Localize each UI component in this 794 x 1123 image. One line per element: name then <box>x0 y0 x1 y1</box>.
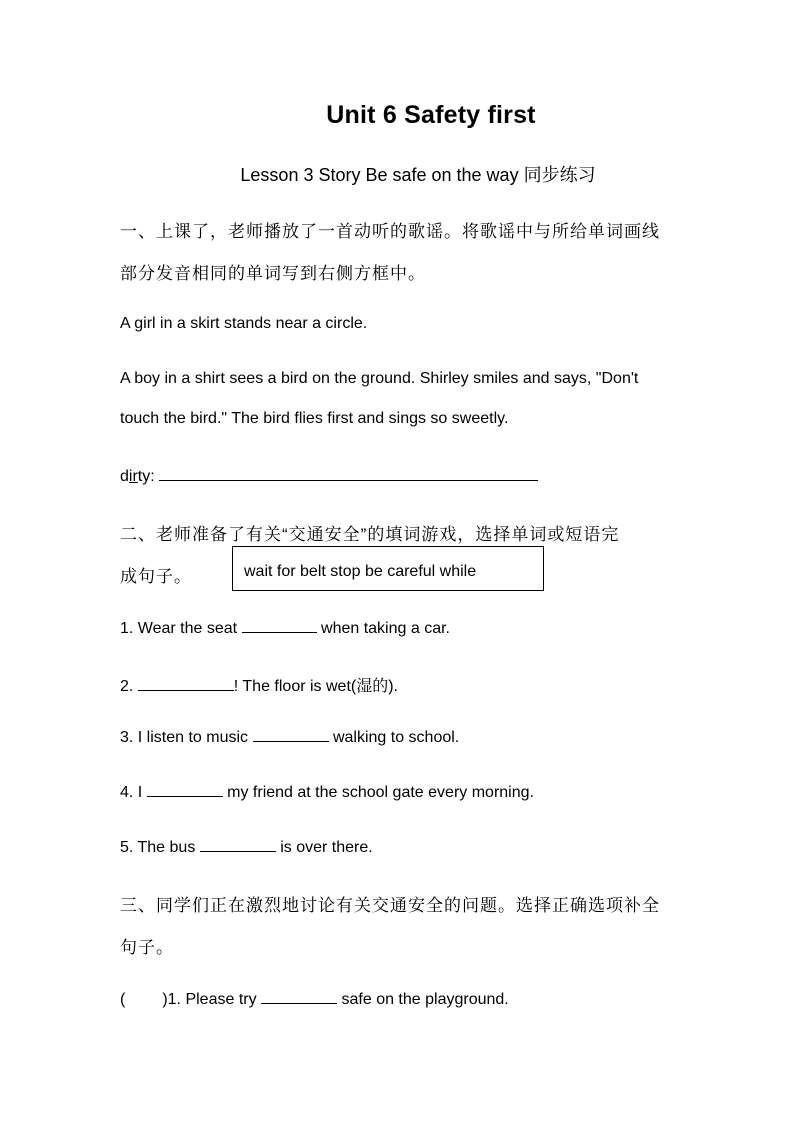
section1-heading-line2: 部分发音相同的单词写到右侧方框中。 <box>120 264 426 283</box>
question-text: 3. I listen to music <box>120 729 249 746</box>
section2-heading-line1: 二、老师准备了有关“交通安全”的填词游戏，选择单词或短语完 <box>120 525 620 544</box>
answer-blank[interactable] <box>253 727 329 742</box>
question-text: 5. The bus <box>120 839 196 856</box>
word-prefix: d <box>120 468 129 485</box>
answer-blank[interactable] <box>261 989 337 1004</box>
answer-blank[interactable] <box>147 782 223 797</box>
question-text: 2. <box>120 678 134 695</box>
song-line-1: A girl in a skirt stands near a circle. <box>120 315 368 332</box>
question-text: ! The floor is wet(湿的). <box>233 678 398 695</box>
word-suffix: ty: <box>137 468 155 485</box>
section3-heading-line2: 句子。 <box>120 938 174 957</box>
question-text: 1. Wear the seat <box>120 620 238 637</box>
answer-row-dirty <box>120 466 538 486</box>
answer-blank-dirty[interactable] <box>159 466 538 481</box>
answer-blank[interactable] <box>200 837 276 852</box>
question-2-4 <box>120 782 534 802</box>
question-text: my friend at the school gate every morning. <box>227 784 534 801</box>
section3-heading-line1: 三、同学们正在激烈地讨论有关交通安全的问题。选择正确选项补全 <box>120 896 660 915</box>
page-subtitle: Lesson 3 Story Be safe on the way 同步练习 <box>240 165 596 185</box>
question-text: safe on the playground. <box>341 991 509 1008</box>
question-text: is over there. <box>280 839 373 856</box>
answer-paren-open: ( <box>120 991 126 1008</box>
question-text: walking to school. <box>332 729 460 746</box>
page-title: Unit 6 Safety first <box>326 101 536 129</box>
question-2-5 <box>120 837 373 857</box>
section1-heading-line1: 一、上课了，老师播放了一首动听的歌谣。将歌谣中与所给单词画线 <box>120 222 660 241</box>
song-line-2: A boy in a shirt sees a bird on the ground. Shirley smiles and says, "Don't <box>120 370 639 387</box>
question-2-2 <box>120 673 398 696</box>
question-text: when taking a car. <box>321 620 450 637</box>
question-text: )1. Please try <box>162 991 257 1008</box>
word-bank-text: wait for belt stop be careful while <box>244 563 477 580</box>
question-3-1 <box>120 989 509 1009</box>
word-underlined-part: ir <box>128 468 138 485</box>
answer-blank[interactable] <box>242 618 317 633</box>
word-bank-box <box>232 546 544 591</box>
song-line-3: touch the bird." The bird flies first and sings so sweetly. <box>120 410 509 427</box>
question-2-1 <box>120 618 450 638</box>
question-text: 4. I <box>120 784 143 801</box>
answer-blank[interactable] <box>138 676 234 691</box>
question-2-3 <box>120 727 459 747</box>
section2-heading-line2: 成句子。 <box>120 567 192 586</box>
